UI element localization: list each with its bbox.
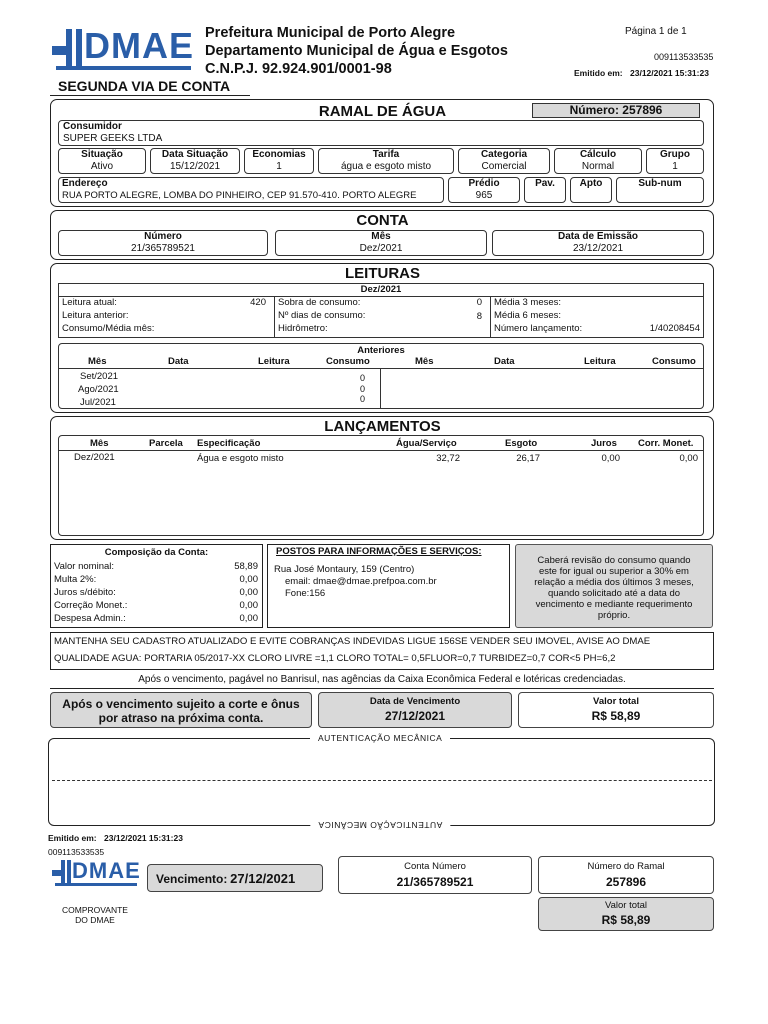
sobra-value: 0 [476,297,482,308]
lanc-row-esgoto: 26,17 [516,453,540,464]
endereco-field [58,177,444,203]
corte-line-2: por atraso na próxima conta. [98,711,264,725]
org-name: Prefeitura Municipal de Porto Alegre [205,25,456,41]
revisao-line-1: Caberá revisão do consumo quando [537,555,691,566]
comp-value-3: 0,00 [239,587,258,598]
calculo-label: Cálculo [579,149,617,160]
anteriores-title: Anteriores [357,345,405,356]
lanc-row-mes: Dez/2021 [74,452,115,463]
ramal-title: RAMAL DE ÁGUA [318,103,447,120]
comprovante-logo [52,858,140,888]
conta-title: CONTA [356,212,409,229]
conta-mes-value: Dez/2021 [359,243,403,254]
situacao-label: Situação [81,149,123,160]
lanc-h-juros: Juros [591,438,617,449]
comp-label-5: Despesa Admin.: [54,613,126,624]
lanc-header-line [58,450,704,451]
corte-line-1: Após o vencimento sujeito a corte e ônus [62,697,300,711]
comp-label-3: Juros s/débito: [54,587,116,598]
comprovante-total-value: R$ 58,89 [601,913,651,927]
total-label: Valor total [593,696,639,707]
data-situacao-field [150,148,240,174]
comprovante-ramal-label: Número do Ramal [587,861,665,872]
predio-label: Prédio [468,178,500,189]
lanc-h-corr: Corr. Monet. [638,438,694,449]
lanc-h-mes: Mês [90,438,109,449]
comp-label-2: Multa 2%: [54,574,97,585]
lanc-h-esgoto: Esgoto [505,438,538,449]
comprovante-total-label: Valor total [604,900,648,911]
total-value: R$ 58,89 [591,709,641,723]
lanc-h-parcela: Parcela [149,438,183,449]
grupo-field [646,148,704,174]
hidrometro-label: Hidrômetro: [278,323,328,334]
total-box [518,692,714,728]
media6-label: Média 6 meses: [494,310,562,321]
consumidor-label: Consumidor [63,121,122,132]
subnum-field [616,177,704,203]
consumidor-field [58,120,704,146]
situacao-field [58,148,146,174]
vencimento-box [318,692,512,728]
dmae-logo [52,26,197,72]
comprovante-conta-box [338,856,532,894]
leituras-divider [58,296,704,297]
comp-label-1: Valor nominal: [54,561,115,572]
apto-field [570,177,612,203]
page-number: Página 1 de 1 [625,26,687,37]
ant-row-2-consumo: 0 [360,384,366,394]
vencimento-value: 27/12/2021 [384,709,446,723]
vencimento-label: Data de Vencimento [369,696,461,707]
ant-row-1-consumo: 0 [360,373,366,383]
grupo-label: Grupo [660,149,690,160]
dmae-logo-text: DMAE [84,25,194,66]
comprovante-emitted-label: Emitido em: [48,833,97,843]
dias-value: 8 [476,311,482,322]
conta-emissao-label: Data de Emissão [557,231,639,242]
revisao-box [515,544,713,628]
lancamento-value: 1/40208454 [649,323,700,334]
calculo-value: Normal [581,161,615,172]
conta-emissao-value: 23/12/2021 [572,243,624,254]
leitura-atual-value: 420 [250,297,266,308]
ant-h-mes-2: Mês [415,356,434,367]
autenticacao-label-top: AUTENTICAÇÃO MECÂNICA [310,733,450,743]
lanc-row-agua: 32,72 [436,453,460,464]
ant-row-3-consumo: 0 [360,394,366,404]
subnum-label: Sub-num [638,178,682,189]
data-situacao-value: 15/12/2021 [169,161,221,172]
revisao-line-3: relação a média dos últimos 3 meses, [534,577,694,588]
comprovante-ramal-box [538,856,714,894]
title-underline [50,95,250,96]
categoria-field [458,148,550,174]
cnpj: C.N.P.J. 92.924.901/0001-98 [205,61,392,77]
leituras-col1-divider [274,296,275,338]
economias-value: 1 [276,161,282,172]
conta-numero-field [58,230,268,256]
comp-value-4: 0,00 [239,600,258,611]
comprovante-ramal-value: 257896 [605,875,647,889]
economias-field [244,148,314,174]
postos-address: Rua José Montaury, 159 (Centro) [274,564,415,575]
comprovante-vencimento-box [147,864,323,892]
conta-mes-field [275,230,487,256]
leitura-atual-label: Leitura atual: [62,297,117,308]
postos-email: email: dmae@dmae.prefpoa.com.br [285,576,437,587]
categoria-value: Comercial [481,161,527,172]
pav-label: Pav. [535,178,555,189]
ant-h-leitura-1: Leitura [258,356,290,367]
revisao-line-2: este for igual ou superior a 30% em [539,566,689,577]
lanc-h-agua: Água/Serviço [396,438,457,449]
ant-h-mes-1: Mês [88,356,107,367]
dias-label: Nº dias de consumo: [278,310,366,321]
leituras-month: Dez/2021 [360,284,402,295]
comp-label-4: Correção Monet.: [54,600,128,611]
apto-label: Apto [579,178,603,189]
autenticacao-area [48,738,715,826]
mensagem-line-2: QUALIDADE AGUA: PORTARIA 05/2017-XX CLORO LIVRE =1,1 CLORO TOTAL= 0,5FLUOR=0,7 TURBIDEZ=0,7 COR<5 PH=6,2 [54,653,616,664]
revisao-line-5: vencimento e mediante requerimento [535,599,693,610]
ant-row-1-mes: Set/2021 [80,371,119,382]
calculo-field [554,148,642,174]
comprovante-logo-text: DMAE [72,858,141,883]
corte-box [50,692,312,728]
document-code: 009113533535 [654,52,714,62]
grupo-value: 1 [672,161,678,172]
comp-value-1: 58,89 [234,561,258,572]
autenticacao-label-bottom: AUTENTICAÇÃO MECÂNICA [310,820,450,830]
leitura-anterior-label: Leitura anterior: [62,310,129,321]
comprovante-caption-1: COMPROVANTE [62,905,128,915]
conta-numero-value: 21/365789521 [131,243,195,254]
comprovante-vencimento-value: 27/12/2021 [230,871,296,886]
endereco-label: Endereço [62,178,108,189]
revisao-line-6: próprio. [597,610,631,621]
document-title: SEGUNDA VIA DE CONTA [58,78,231,94]
emitted-value: 23/12/2021 15:31:23 [630,68,709,78]
pav-field [524,177,566,203]
conta-mes-label: Mês [371,231,391,242]
leituras-col2-divider [490,296,491,338]
ant-h-data-2: Data [494,356,515,367]
aviso-line [50,688,714,689]
comprovante-emitted-value: 23/12/2021 15:31:23 [104,833,183,843]
comprovante-code: 009113533535 [48,847,105,857]
postos-title: POSTOS PARA INFORMAÇÕES E SERVIÇOS: [276,546,482,557]
conta-numero-label: Número [144,231,182,242]
mensagem-line-1: MANTENHA SEU CADASTRO ATUALIZADO E EVITE COBRANÇAS INDEVIDAS LIGUE 156SE VENDER SEU IMOVEL, AVISE AO DMAE [54,636,651,647]
predio-value: 965 [475,190,493,201]
comprovante-conta-label: Conta Número [404,861,466,872]
ant-row-3-mes: Jul/2021 [80,397,116,408]
sobra-label: Sobra de consumo: [278,297,361,308]
lancamentos-title: LANÇAMENTOS [324,418,441,435]
revisao-line-4: quando solicitado até a data do [547,588,681,599]
lanc-h-espec: Especificação [197,438,261,449]
postos-phone: Fone:156 [285,588,326,599]
conta-emissao-field [492,230,704,256]
comprovante-caption-2: DO DMAE [75,915,115,925]
autenticacao-dashed-line [52,780,712,781]
anteriores-mid-line [380,368,381,409]
consumo-media-label: Consumo/Média mês: [62,323,155,334]
data-situacao-label: Data Situação [161,149,229,160]
leituras-title: LEITURAS [345,265,420,282]
situacao-value: Ativo [90,161,114,172]
ant-h-consumo-2: Consumo [652,356,696,367]
lanc-row-espec: Água e esgoto misto [197,453,284,464]
consumidor-value: SUPER GEEKS LTDA [63,133,163,144]
emitted-label: Emitido em: [574,68,623,78]
tarifa-value: água e esgoto misto [340,161,432,172]
lancamento-label: Número lançamento: [494,323,583,334]
ant-h-consumo-1: Consumo [326,356,370,367]
comp-value-5: 0,00 [239,613,258,624]
composicao-title: Composição da Conta: [104,547,209,558]
ramal-number: Número: 257896 [569,103,663,117]
comprovante-vencimento-label: Vencimento: [156,872,228,886]
lanc-row-corr: 0,00 [679,453,698,464]
lanc-row-juros: 0,00 [601,453,620,464]
comprovante-conta-value: 21/365789521 [396,875,474,889]
tarifa-label: Tarifa [372,149,400,160]
pagamento-aviso: Após o vencimento, pagável no Banrisul, nas agências da Caixa Econômica Federal e lotéricas credenciadas. [138,674,626,685]
ramal-number-box [532,103,700,118]
ant-row-2-mes: Ago/2021 [78,384,119,395]
media3-label: Média 3 meses: [494,297,562,308]
categoria-label: Categoria [480,149,528,160]
ant-h-data-1: Data [168,356,189,367]
comp-value-2: 0,00 [239,574,258,585]
endereco-value: RUA PORTO ALEGRE, LOMBA DO PINHEIRO, CEP 91.570-410. PORTO ALEGRE [62,190,417,201]
anteriores-header-line [58,368,704,369]
comprovante-total-box [538,897,714,931]
economias-label: Economias [252,149,306,160]
tarifa-field [318,148,454,174]
ant-h-leitura-2: Leitura [584,356,616,367]
predio-field [448,177,520,203]
department-name: Departamento Municipal de Água e Esgotos [205,43,508,59]
